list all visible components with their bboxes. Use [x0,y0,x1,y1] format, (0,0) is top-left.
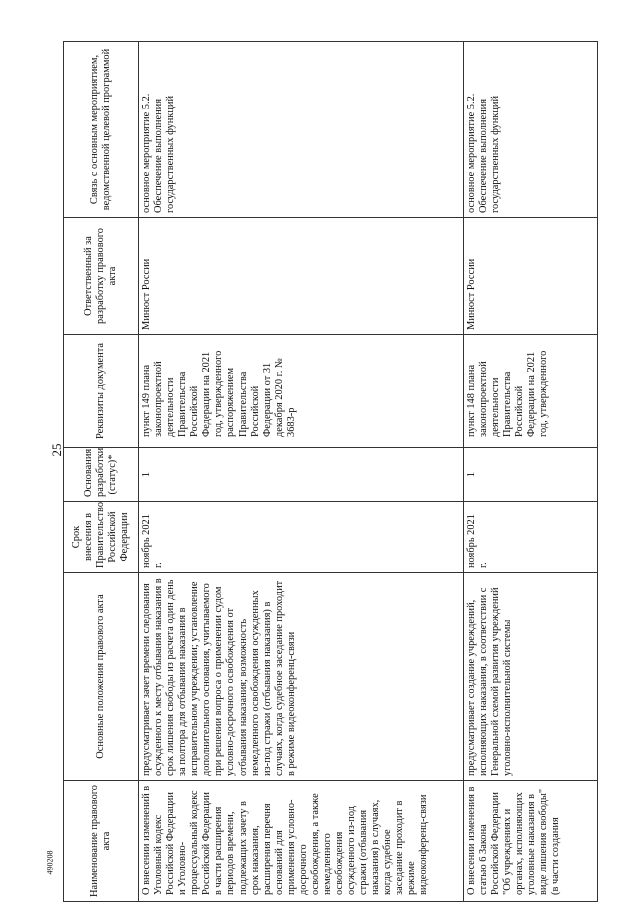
cell-responsible: Минюст России [139,218,464,335]
cell-provisions: предусматривает зачет времени следования осужденного к месту отбывания наказания в срок лишения свободы из расчета один день за полтора для отбывания наказания в исправительном учреждении; установление дополнительного основания, учитываемого при решении вопроса о применении судом условно-досрочного освобождения от отбывания наказания; возможность немедленного освобождения осужденных из-под стражи (отбывания наказания) в случаях, когда судебное заседание проходит в режиме видеоконференц-связи [139,573,464,781]
cell-status: 1 [464,448,598,502]
legal-acts-table [63,41,598,902]
cell-act-name: О внесении изменений в Уголовный кодекс Российской Федерации и Уголовно-процессуальный кодекс Российской Федерации в части расширения периодов времени, подлежащих зачету в срок наказания, расширения перечня оснований для применения условно-досрочного освобождения, а также немедленного освобождения осужденного из-под стражи (отбывания наказания) в случаях, когда судебное заседание проходит в режиме видеоконференц-связи [139,781,464,902]
header-status: Основания разработки (статус)* [64,448,139,502]
rotated-table-page [63,42,598,902]
cell-requisites: пункт 148 плана законопроектной деятельности Правительства Российской Федерации на 2021 год, утвержденного [464,335,598,448]
table-row [139,42,464,902]
cell-responsible: Минюст России [464,218,598,335]
header-deadline: Срок внесения в Правительство Российской Федерации [64,502,139,573]
document-code: 490208 [45,850,55,875]
page-number: 25 [49,443,64,457]
cell-requisites: пункт 149 плана законопроектной деятельности Правительства Российской Федерации на 2021 год, утвержденного распоряжением Правительства Российской Федерации от 31 декабря 2020 г. № 3683-р [139,335,464,448]
cell-deadline: ноябрь 2021 г. [464,502,598,573]
header-requisites: Реквизиты документа [64,335,139,448]
cell-link: основное мероприятие 5.2. Обеспечение выполнения государственных функций [139,42,464,218]
header-link: Связь с основным мероприятием, ведомственной целевой программой [64,42,139,218]
cell-link: основное мероприятие 5.2. Обеспечение выполнения государственных функций [464,42,598,218]
table-header-row [64,42,139,902]
cell-deadline: ноябрь 2021 г. [139,502,464,573]
cell-status: 1 [139,448,464,502]
header-act-name: Наименование правового акта [64,781,139,902]
header-responsible: Ответственный за разработку правового акта [64,218,139,335]
cell-provisions: предусматривает создание учреждений, исполняющих наказания, в соответствии с Генеральной схемой развития учреждений уголовно-исполнительной системы [464,573,598,781]
header-provisions: Основные положения правового акта [64,573,139,781]
table-row [464,42,598,902]
cell-act-name: О внесении изменения в статью 6 Закона Российской Федерации "Об учреждениях и органах, исполняющих уголовные наказания в виде лишения свободы" (в части создания [464,781,598,902]
